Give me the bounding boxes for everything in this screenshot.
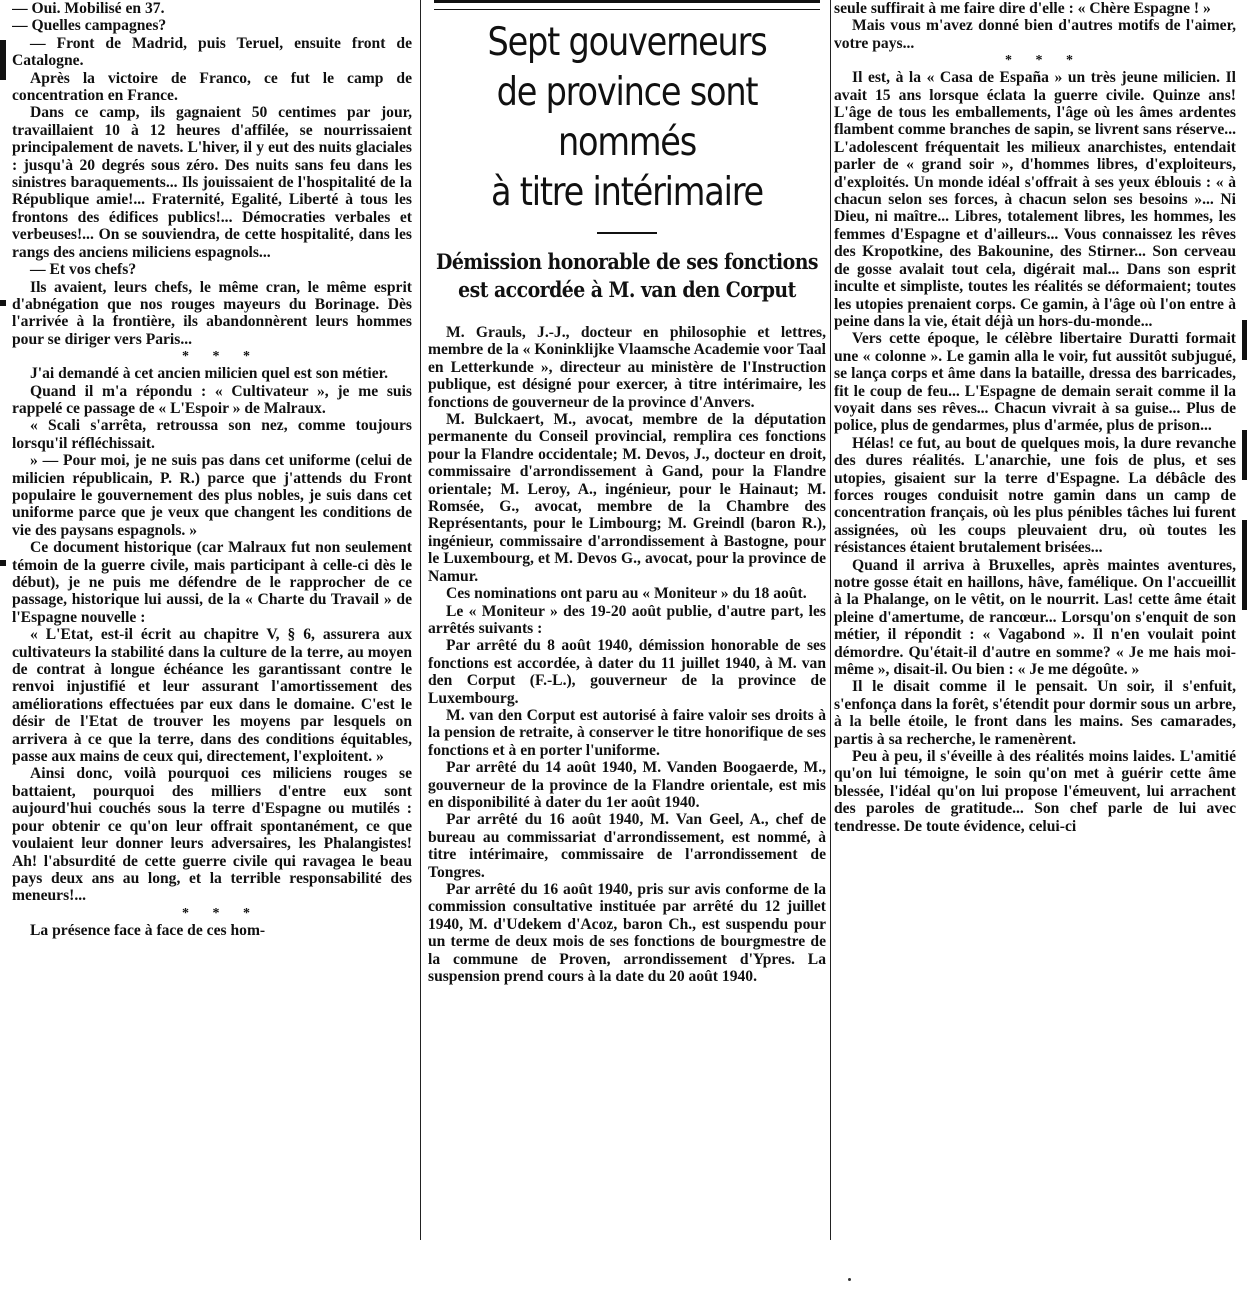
paragraph: J'ai demandé à cet ancien milicien quel est son métier. bbox=[30, 365, 389, 383]
paragraph: Il est, à la « Casa de España » un très jeune milicien. Il avait 15 ans lorsque éclata la guerre civile. Quinze ans! L'âge de tous les emballements, l'âge où les âmes ardentes flambent comme branches de sapin, se livrent sans réserve... L'adolescent fréquentait les milieux anarchistes, entendait parler de « grand soir », d'hommes libres, d'exploiteurs, d'exploités. Un monde idéal s'offrait à ses yeux éblouis : « à chacun selon ses forces, à chacun selon ses besoins »... Ni Dieu, ni maître... Libres, totalement libres, les hommes, les femmes d'Espagne et d'ailleurs... Vous connaissez les rêves des Kropotkine, des Bakounine, des Stirner... Son cerveau de gosse avalait tout cela, digérait mal... Dans son esprit inculte et simpliste, toutes les réalités se déformaient; toutes les utopies prenaient corps. Ce gamin, à l'âge où l'on entre à peine dans la vie, était déjà un hors-du-monde... bbox=[834, 69, 1236, 330]
paragraph: Vers cette époque, le célèbre libertaire Duratti formait une « colonne ». Le gamin alla le voir, fut aussitôt subjugué, se lança corps et âme dans la bataille, dressa des barricades, fit le coup de feu... L'Espagne de demain serait comme il la voyait dans ses rêves... Chacun vivrait à sa guise... Plus de police, plus de gendarmes, plus d'armée, plus de prison... bbox=[834, 330, 1236, 435]
paragraph: Peu à peu, il s'éveille à des réalités moins laides. L'amitié qu'on lui témoigne, le soin qu'on met à guérir cette âme blessée, l'idéal qu'on lui propose l'émeuvent, lui arrachent des paroles de gratitude... Son chef parle de lui avec tendresse. De toute évidence, celui-ci bbox=[834, 748, 1236, 835]
subheadline bbox=[435, 248, 818, 304]
paragraph: Hélas! ce fut, au bout de quelques mois, la dure revanche des dures réalités. L'anarchie, une fois de plus, et ses utopies, gisaient sur la terre d'Espagne. La débâcle des forces rouges conduisit notre gamin dans un camp de concentration français, où les plus pénibles tâches lui furent assignées, où les coups pleuvaient dru, où toutes les résistances étaient brutalement brisées... bbox=[834, 434, 1236, 557]
paragraph: — Front de Madrid, puis Teruel, ensuite front de Catalogne. bbox=[12, 34, 412, 70]
paragraph: — Quelles campagnes? bbox=[12, 17, 167, 35]
paragraph: — Oui. Mobilisé en 37. bbox=[12, 0, 165, 17]
left-column bbox=[12, 0, 412, 1250]
column-rule bbox=[420, 0, 421, 1240]
section-separator: * * * bbox=[1005, 53, 1083, 69]
headline-line: de province sont nommés bbox=[496, 70, 758, 165]
column-rule bbox=[830, 0, 831, 1240]
paragraph: Le « Moniteur » des 19-20 août publie, d'autre part, les arrêtés suivants : bbox=[428, 602, 826, 637]
paragraph: Quand il arriva à Bruxelles, après maintes aventures, notre gosse était en haillons, hâve, famélique. On l'accueillit à la Phalange, on le vêtit, on le nourrit. Las! cette âme était pleine d'amertume, de rancœur... Lorsqu'on s'enquit de son métier, il répondit : « Vagabond ». Il n'en voulait point démordre. Qu'était-il d'autre en somme? « Je me hais moi-même », disait-il. Ou bien : « Je me dégoûte. » bbox=[834, 556, 1236, 679]
right-column bbox=[834, 0, 1236, 1250]
headline-line: à titre intérimaire bbox=[490, 170, 764, 215]
paragraph: « Scali s'arrêta, retroussa son nez, comme toujours lorsqu'il réfléchissait. bbox=[12, 417, 412, 452]
header-rule bbox=[434, 0, 820, 10]
right-margin-fragment bbox=[1240, 0, 1250, 700]
paragraph: — Et vos chefs? bbox=[30, 261, 137, 279]
headline-separator bbox=[597, 232, 657, 234]
paragraph: Par arrêté du 16 août 1940, pris sur avis conforme de la commission consultative instituée par arrêté du 12 juillet 1940, M. d'Udekem d'Acoz, baron Ch., est suspendu pour un terme de deux mois de ses fonctions de bourgmestre de la commune de Proven, arrondissement d'Ypres. La suspension prend cours à la date du 20 août 1940. bbox=[428, 881, 826, 986]
paragraph: Dans ce camp, ils gagnaient 50 centimes par jour, travaillaient 10 à 12 heures d'affilée, se nourrissaient principalement de navets. L'hiver, il y eut des nuits glaciales : jusqu'à 20 degrés sous zéro. Des nuits sans feu dans les sinistres baraquements... Ils jouissaient de l'hospitalité de la République amie!... Fraternité, Egalité, Liberté à tous les frontons des édifices publics!... Démocraties verbales et verbeuses!... On se souviendra, de cette hospitalité, dans les rangs des anciens miliciens espagnols... bbox=[12, 104, 412, 261]
headline-line: Sept gouverneurs bbox=[487, 20, 767, 65]
paragraph: Après la victoire de Franco, ce fut le camp de concentration en France. bbox=[12, 69, 412, 105]
section-separator: * * * bbox=[182, 905, 260, 921]
paragraph: » — Pour moi, je ne suis pas dans cet uniforme (celui de milicien républicain, P. R.) parce que j'attends du Front populaire le gouvernement des plus nobles, je suis dans cet uniforme parce que je veux que changent les conditions de vie des paysans espagnols. » bbox=[12, 452, 412, 539]
paragraph: Par arrêté du 8 août 1940, démission honorable de ses fonctions est accordée, à dater du 11 juillet 1940, à M. van den Corput (F.-L.), gouverneur de la province de Luxembourg. bbox=[428, 637, 826, 707]
article-header bbox=[428, 0, 826, 304]
paragraph: M. van den Corput est autorisé à faire valoir ses droits à la pension de retraite, à conserver le titre honorifique de ses fonctions et à en porter l'uniforme. bbox=[428, 706, 826, 759]
paragraph: M. Grauls, J.-J., docteur en philosophie et lettres, membre de la « Koninklijke Vlaamsche Academie voor Taal en Letterkunde », directeur au ministère de l'Instruction publique, est désigné pour exercer, à titre intérimaire, les fonctions de gouverneur de la province d'Anvers. bbox=[428, 324, 826, 411]
paragraph: Par arrêté du 16 août 1940, M. Van Geel, A., chef de bureau au commissariat d'arrondissement, est nommé, à titre intérimaire, commissaire de l'arrondissement de Tongres. bbox=[428, 811, 826, 881]
subheadline-line: est accordée à M. van den Corput bbox=[458, 277, 796, 302]
paragraph: Mais vous m'avez donné bien d'autres motifs de l'aimer, votre pays... bbox=[834, 17, 1236, 52]
paragraph: seule suffirait à me faire dire d'elle : « Chère Espagne ! » bbox=[834, 0, 1211, 17]
paragraph: Il le disait comme il le pensait. Un soir, il s'enfuit, s'enfonça dans la forêt, s'étendit pour dormir sous un arbre, à la belle étoile, le front dans les mains. Ses camarades, partis à sa recherche, le ramenèrent. bbox=[834, 678, 1236, 748]
paragraph: La présence face à face de ces hom- bbox=[30, 921, 266, 939]
section-separator: * * * bbox=[182, 349, 260, 365]
paragraph: Par arrêté du 14 août 1940, M. Vanden Boogaerde, M., gouverneur de la province de la Flandre orientale, est mis en disponibilité à dater du 1er août 1940. bbox=[428, 759, 826, 811]
paragraph: Quand il m'a répondu : « Cultivateur », je me suis rappelé ce passage de « L'Espoir » de Malraux. bbox=[12, 382, 412, 417]
paragraph: M. Bulckaert, M., avocat, membre de la députation permanente du Conseil provincial, remplira ces fonctions pour la Flandre occidentale; M. Devos, J., docteur en droit, commissaire d'arrondissement à Gand, pour la Flandre orientale; M. Leroy, A., ingénieur, pour le Hainaut; M. Romsée, G., avocat, membre de la Chambre des Représentants, pour le Limbourg; M. Greindl (baron R.), ingénieur, commissaire d'arrondissement à Bastogne, pour le Luxembourg, et M. Devos G., avocat, pour la province de Namur. bbox=[428, 411, 826, 585]
paragraph: Ils avaient, leurs chefs, le même cran, le même esprit d'abnégation que nos rouges mayeurs du Borinage. Dès l'arrivée à la frontière, ils abandonnèrent leurs hommes pour se diriger vers Paris... bbox=[12, 278, 412, 348]
paragraph: « L'Etat, est-il écrit au chapitre V, § 6, assurera aux cultivateurs la stabilité dans la culture de la terre, au moyen de contrat à longue échéance les garantissant contre le renvoi injustifié et leur assurant l'amortissement des améliorations effectuées par eux dans le domaine. C'est le désir de l'Etat de trouver les moyens par lesquels on arrivera à ce que la terre, dans des conditions équitables, passe aux mains de ceux qui, directement, l'exploitent. » bbox=[12, 626, 412, 766]
headline bbox=[432, 18, 822, 218]
middle-column bbox=[428, 0, 826, 1250]
paragraph: Ainsi donc, voilà pourquoi ces miliciens rouges se battaient, pourquoi des milliers d'entre eux sont aujourd'hui couchés sous la terre d'Espagne ou mutilés : pour obtenir ce qu'on leur offrait spontanément, ce que voulaient leur donner leurs adversaires, les Phalangistes! Ah! l'absurdité de cette guerre civile qui ravagea le beau pays deux ans au long, et la terrible responsabilité des meneurs!... bbox=[12, 765, 412, 905]
subheadline-line: Démission honorable de ses fonctions bbox=[435, 249, 819, 274]
left-margin-fragment bbox=[0, 0, 10, 700]
print-speck bbox=[848, 1278, 851, 1281]
paragraph: Ce document historique (car Malraux fut non seulement témoin de la guerre civile, mais participant à celle-ci dès le début), je ne puis me défendre de le rapprocher de ce passage, historique lui aussi, de la « Charte du Travail » de l'Espagne nouvelle : bbox=[12, 539, 412, 626]
paragraph: Ces nominations ont paru au « Moniteur » du 18 août. bbox=[446, 585, 807, 603]
